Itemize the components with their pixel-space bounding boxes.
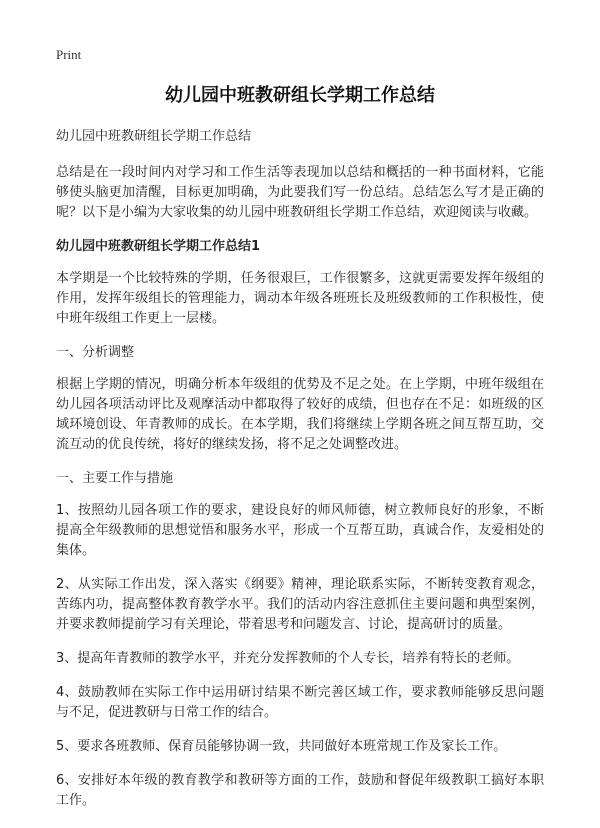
list-item: 4、鼓励教师在实际工作中运用研讨结果不断完善区域工作，要求教师能够反思问题与不足，促进教研与日常工作的结合。 (56, 685, 544, 720)
print-link[interactable]: Print (56, 47, 82, 62)
intro-paragraph: 总结是在一段时间内对学习和工作生活等表现加以总结和概括的一种书面材料，它能够使头脑更加清醒，目标更加明确，为此要我们写一份总结。总结怎么写才是正确的呢？以下是小编为大家收集的幼儿园中班教研组长学期工作总结，欢迎阅读与收藏。 (56, 165, 544, 220)
part1-heading: 一、分析调整 (56, 345, 135, 360)
list-item: 5、要求各班教师、保育员能够协调一致，共同做好本班常规工作及家长工作。 (56, 739, 507, 754)
part2-heading: 一、主要工作与措施 (56, 471, 174, 486)
document-subtitle: 幼儿园中班教研组长学期工作总结 (56, 129, 252, 144)
section-heading: 幼儿园中班教研组长学期工作总结1 (56, 239, 261, 254)
list-item: 2、从实际工作出发，深入落实《纲要》精神，理论联系实际，不断转变教育观念，苦练内功，提高整体教育教学水平。我们的活动内容注意抓住主要问题和典型案例，并要求教师提前学习有关理论，带着思考和问题发言、讨论，提高研讨的质量。 (56, 577, 544, 632)
part1-paragraph: 根据上学期的情况，明确分析本年级组的优势及不足之处。在上学期，中班年级组在幼儿园各项活动评比及观摩活动中都取得了较好的成绩，但也存在不足：如班级的区域环境创设、年青教师的成长。在本学期，我们将继续上学期各班之间互帮互助，交流互动的优良传统，将好的继续发扬，将不足之处调整改进。 (56, 377, 544, 452)
list-item: 1、按照幼儿园各项工作的要求，建设良好的师风师德，树立教师良好的形象，不断提高全年级教师的思想觉悟和服务水平，形成一个互帮互助，真诚合作，友爱相处的集体。 (56, 503, 544, 558)
section-intro-paragraph: 本学期是一个比较特殊的学期，任务很艰巨，工作很繁多，这就更需要发挥年级组的作用，发挥年级组长的管理能力，调动本年级各班班长及班级教师的工作积极性，使中班年级组工作更上一层楼。 (56, 271, 544, 326)
list-item: 6、安排好本年级的教育教学和教研等方面的工作，鼓励和督促年级教职工搞好本职工作。 (56, 773, 544, 808)
page-title: 幼儿园中班教研组长学期工作总结 (165, 85, 435, 106)
list-item: 3、提高年青教师的教学水平，并充分发挥教师的个人专长，培养有特长的老师。 (56, 651, 520, 666)
